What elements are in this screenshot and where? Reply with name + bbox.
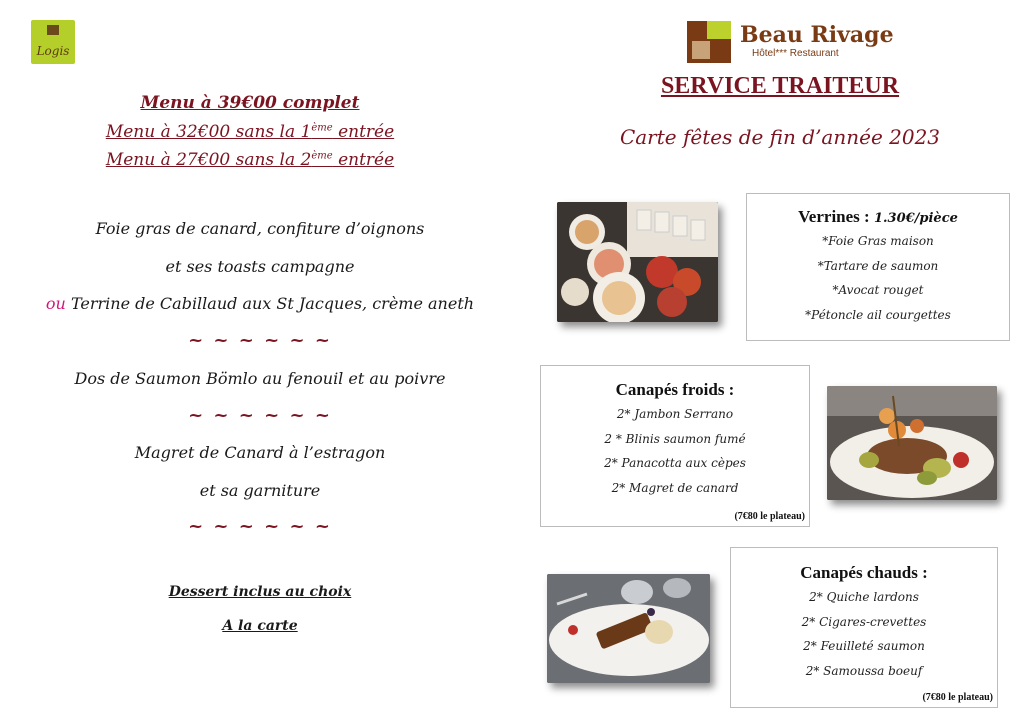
house-icon xyxy=(47,25,59,35)
dish-magret-garniture: et sa garniture xyxy=(199,481,321,500)
logis-logo xyxy=(31,20,75,64)
list-item: *Avocat rouget xyxy=(832,283,924,297)
canapes-froids-photo xyxy=(827,386,997,500)
list-item: 2* Magret de canard xyxy=(611,480,739,495)
dish-foie-gras: Foie gras de canard, confiture d’oignons xyxy=(95,219,425,238)
dish-foie-gras-toasts: et ses toasts campagne xyxy=(165,257,355,276)
a-la-carte-line: A la carte xyxy=(222,618,298,634)
verrines-title: Verrines : 1.30€/pièce xyxy=(798,207,958,226)
canapes-chauds-price-note: (7€80 le plateau) xyxy=(922,692,993,703)
page-title: SERVICE TRAITEUR xyxy=(660,73,900,99)
verrines-price: 1.30€/pièce xyxy=(873,211,958,226)
list-item: 2* Panacotta aux cèpes xyxy=(604,456,746,470)
menu-price-32: Menu à 32€00 sans la 1ème entrée xyxy=(105,122,395,142)
page-subtitle: Carte fêtes de fin d’année 2023 xyxy=(619,125,941,149)
canapes-chauds-title: Canapés chauds : xyxy=(800,563,928,582)
brand-subtitle: Hôtel*** Restaurant xyxy=(752,48,839,59)
canapes-froids-price-note: (7€80 le plateau) xyxy=(734,511,805,522)
separator: ~ ~ ~ ~ ~ ~ xyxy=(188,330,332,351)
brand-name: Beau Rivage xyxy=(740,22,894,48)
list-item: *Foie Gras maison xyxy=(822,234,934,248)
verrines-box xyxy=(746,193,1010,341)
verrines-photo xyxy=(557,202,718,322)
beau-rivage-mark-icon xyxy=(687,21,731,63)
menu-price-full: Menu à 39€00 complet xyxy=(140,93,360,113)
list-item: 2* Jambon Serrano xyxy=(616,407,734,421)
logis-logo-text: Logis xyxy=(36,44,70,58)
separator: ~ ~ ~ ~ ~ ~ xyxy=(188,405,332,426)
list-item: *Pétoncle ail courgettes xyxy=(805,307,951,322)
separator: ~ ~ ~ ~ ~ ~ xyxy=(188,516,332,537)
canapes-froids-title: Canapés froids : xyxy=(615,380,735,399)
dessert-line: Dessert inclus au choix xyxy=(168,584,352,600)
canapes-froids-box xyxy=(540,365,810,527)
canapes-chauds-photo xyxy=(547,574,710,683)
canapes-chauds-box xyxy=(730,547,998,708)
list-item: 2 * Blinis saumon fumé xyxy=(604,431,746,446)
list-item: 2* Quiche lardons xyxy=(809,590,919,604)
list-item: 2* Cigares-crevettes xyxy=(801,614,927,629)
list-item: 2* Feuilleté saumon xyxy=(803,639,925,653)
list-item: 2* Samoussa boeuf xyxy=(805,663,923,678)
dish-magret: Magret de Canard à l’estragon xyxy=(134,443,386,462)
menu-price-27: Menu à 27€00 sans la 2ème entrée xyxy=(105,150,395,170)
dish-terrine: ou Terrine de Cabillaud aux St Jacques, crème aneth xyxy=(45,294,475,313)
dish-saumon: Dos de Saumon Bömlo au fenouil et au poivre xyxy=(74,369,446,388)
list-item: *Tartare de saumon xyxy=(817,258,939,273)
